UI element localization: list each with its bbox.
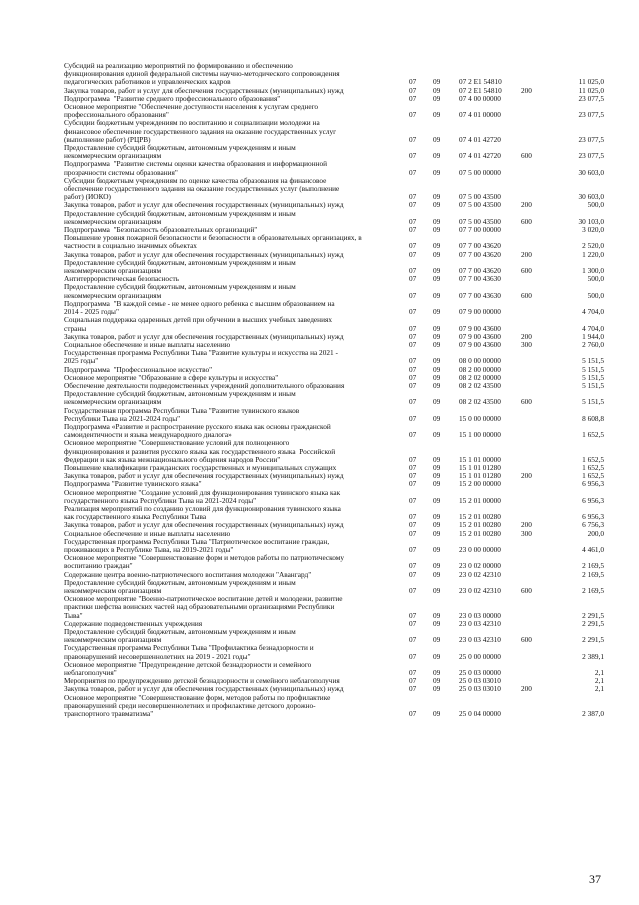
row-amount: 2 387,0 <box>582 709 604 719</box>
row-subsection-code: 09 <box>433 454 441 464</box>
row-amount: 4 704,0 <box>582 307 604 317</box>
row-name: Реализация мероприятий по созданию условий для функционирования тувинского языка как государственного языка Республики Тыва <box>64 503 341 522</box>
row-target-article-code: 08 2 02 00000 <box>459 372 501 382</box>
row-target-article-code: 15 2 01 00280 <box>459 512 501 522</box>
row-name: Подпрограмма "Развитие системы оценки качества образования и информационной прозрачности системы образования" <box>64 159 328 177</box>
row-amount: 1 944,0 <box>582 331 604 341</box>
row-target-article-code: 08 0 00 00000 <box>459 356 501 366</box>
row-name: Закупка товаров, работ и услуг для обеспечения государственных (муниципальных) нужд <box>64 200 344 210</box>
row-section-code: 07 <box>409 77 417 87</box>
row-name: Предоставление субсидий бюджетным, автономным учреждениям и иным некоммерческим организациям <box>64 627 296 645</box>
row-amount: 5 151,5 <box>582 397 604 407</box>
row-subsection-code: 09 <box>433 709 441 719</box>
row-expense-type-code: 200 <box>521 200 532 210</box>
row-amount: 3 020,0 <box>582 225 604 235</box>
row-amount: 4 461,0 <box>582 544 604 554</box>
row-section-code: 07 <box>409 266 417 276</box>
row-name: Основное мероприятие "Совершенствование форм, методов работы по профилактике правонарушений среди несовершеннолетних и профилактике детского дорожно- транспортного травматизма" <box>64 692 331 719</box>
table-row <box>64 538 604 554</box>
row-subsection-code: 09 <box>433 528 441 538</box>
row-amount: 2,1 <box>594 668 604 678</box>
table-row <box>64 283 604 299</box>
row-amount: 2 169,5 <box>582 561 604 571</box>
row-name: Предоставление субсидий бюджетным, автономным учреждениям и иным некоммерческим организациям <box>64 143 296 161</box>
row-section-code: 07 <box>409 676 417 686</box>
row-name: Основное мероприятие "Совершенствование условий для полноценного функционирования и развития русского языка как государственного языка Российской Федерации и как языка межнационального общения народов России" <box>64 438 336 464</box>
row-amount: 1 220,0 <box>582 249 604 259</box>
row-name: Субсидии бюджетным учреждениям по воспитанию и социализации молодежи на финансовое обеспечение государственного задания на оказание государственных услуг (выполнение работ) (РЦРВ) <box>64 118 337 144</box>
row-target-article-code: 15 2 00 00000 <box>459 479 501 489</box>
row-expense-type-code: 600 <box>521 151 532 161</box>
row-target-article-code: 07 7 00 43630 <box>459 290 501 300</box>
row-subsection-code: 09 <box>433 430 441 440</box>
row-amount: 11 025,0 <box>578 85 604 95</box>
row-target-article-code: 07 4 01 42720 <box>459 151 501 161</box>
row-name: Закупка товаров, работ и услуг для обеспечения государственных (муниципальных) нужд <box>64 331 344 341</box>
row-target-article-code: 07 7 00 43620 <box>459 241 501 251</box>
row-section-code: 07 <box>409 430 417 440</box>
row-section-code: 07 <box>409 323 417 333</box>
row-section-code: 07 <box>409 651 417 661</box>
row-amount: 2 520,0 <box>582 241 604 251</box>
row-name: Предоставление субсидий бюджетным, автономным учреждениям и иным некоммерческим организациям <box>64 208 296 226</box>
row-subsection-code: 09 <box>433 544 441 554</box>
row-section-code: 07 <box>409 364 417 374</box>
row-amount: 500,0 <box>587 290 604 300</box>
row-name: Закупка товаров, работ и услуг для обеспечения государственных (муниципальных) нужд <box>64 520 344 530</box>
row-subsection-code: 09 <box>433 651 441 661</box>
row-target-article-code: 08 2 00 00000 <box>459 364 501 374</box>
row-expense-type-code: 600 <box>521 586 532 595</box>
table-row <box>64 144 604 160</box>
row-name: Государственная программа Республики Тыва "Развитие культуры и искусства на 2021 - 2025 годы" <box>64 348 338 366</box>
row-target-article-code: 07 5 00 43500 <box>459 192 501 202</box>
row-name: Основное мероприятие "Совершенствование форм и методов работы по патриотическому воспитанию граждан" <box>64 553 345 571</box>
row-amount: 2 389,1 <box>582 651 604 661</box>
row-subsection-code: 09 <box>433 684 441 694</box>
table-row <box>64 579 604 595</box>
row-section-code: 07 <box>409 192 417 202</box>
row-name: Социальное обеспечение и иные выплаты населению <box>64 339 231 349</box>
row-name: Социальное обеспечение и иные выплаты населению <box>64 528 231 538</box>
row-target-article-code: 15 1 01 01280 <box>459 462 501 472</box>
row-section-code: 07 <box>409 397 417 407</box>
row-subsection-code: 09 <box>433 561 441 571</box>
row-amount: 4 704,0 <box>582 323 604 333</box>
row-name: Предоставление субсидий бюджетным, автономным учреждениям и иным некоммерческим организациям <box>64 389 296 407</box>
row-section-code: 07 <box>409 372 417 382</box>
row-target-article-code: 07 9 00 00000 <box>459 307 501 317</box>
row-section-code: 07 <box>409 528 417 538</box>
row-name: Подпрограмма "Безопасность образовательных организаций" <box>64 225 258 235</box>
row-amount: 1 652,5 <box>582 454 604 464</box>
row-section-code: 07 <box>409 331 417 341</box>
table-row <box>64 595 604 620</box>
row-name: Закупка товаров, работ и услуг для обеспечения государственных (муниципальных) нужд <box>64 85 344 95</box>
table-row <box>64 316 604 332</box>
row-amount: 5 151,5 <box>582 372 604 382</box>
row-name: Предоставление субсидий бюджетным, автономным учреждениям и иным некоммерческим организациям <box>64 282 296 300</box>
row-section-code: 07 <box>409 200 417 210</box>
row-name: Закупка товаров, работ и услуг для обеспечения государственных (муниципальных) нужд <box>64 249 344 259</box>
row-target-article-code: 23 0 02 00000 <box>459 561 501 571</box>
row-subsection-code: 09 <box>433 618 441 628</box>
table-row <box>64 489 604 505</box>
row-target-article-code: 07 9 00 43600 <box>459 339 501 349</box>
row-target-article-code: 15 1 01 00000 <box>459 454 501 464</box>
row-subsection-code: 09 <box>433 413 441 423</box>
row-section-code: 07 <box>409 479 417 489</box>
row-section-code: 07 <box>409 462 417 472</box>
row-section-code: 07 <box>409 339 417 349</box>
row-name: Подпрограмма "В каждой семье - не менее одного ребенка с высшим образованием на 2014 - 2025 годы" <box>64 298 335 317</box>
row-name: Содержание подведомственных учреждения <box>64 618 203 628</box>
row-subsection-code: 09 <box>433 635 441 645</box>
row-subsection-code: 09 <box>433 216 441 226</box>
table-row <box>64 234 604 250</box>
row-target-article-code: 25 0 03 03010 <box>459 684 501 694</box>
row-name: Основное мероприятие "Военно-патриотическое воспитание детей и молодежи, развитие практики шефства воинских частей над образовательными организациями Республики Тыва" <box>64 594 343 620</box>
row-target-article-code: 15 1 01 01280 <box>459 471 501 481</box>
row-subsection-code: 09 <box>433 512 441 522</box>
row-name: Подпрограмма "Развитие тувинского языка" <box>64 479 202 489</box>
row-amount: 30 603,0 <box>578 192 604 202</box>
row-amount: 8 608,8 <box>582 413 604 423</box>
row-subsection-code: 09 <box>433 569 441 579</box>
row-amount: 23 077,5 <box>578 93 604 103</box>
row-target-article-code: 15 1 00 00000 <box>459 430 501 440</box>
row-amount: 23 077,5 <box>578 110 604 120</box>
table-row <box>64 390 604 406</box>
row-expense-type-code: 600 <box>521 635 532 645</box>
table-row <box>64 628 604 644</box>
row-expense-type-code: 600 <box>521 216 532 226</box>
row-expense-type-code: 200 <box>521 85 532 95</box>
row-section-code: 07 <box>409 586 417 595</box>
budget-table <box>64 62 604 718</box>
row-amount: 2 291,5 <box>582 610 604 620</box>
row-section-code: 07 <box>409 454 417 464</box>
row-subsection-code: 09 <box>433 520 441 530</box>
row-subsection-code: 09 <box>433 77 441 87</box>
row-name: Подпрограмма "Развитие среднего профессионального образования" <box>64 93 281 103</box>
table-row <box>64 62 604 87</box>
row-target-article-code: 07 2 E1 54810 <box>459 77 502 87</box>
row-target-article-code: 07 4 01 00000 <box>459 110 501 120</box>
row-target-article-code: 25 0 03 03010 <box>459 676 501 686</box>
row-subsection-code: 09 <box>433 339 441 349</box>
row-amount: 5 151,5 <box>582 364 604 374</box>
row-amount: 5 151,5 <box>582 356 604 366</box>
row-target-article-code: 08 2 02 43500 <box>459 397 501 407</box>
row-name: Основное мероприятие "Создание условий для функционирования тувинского языка как государственного языка Республики Тыва на 2021-2024 годы" <box>64 487 341 505</box>
row-amount: 6 956,3 <box>582 479 604 489</box>
row-target-article-code: 07 7 00 00000 <box>459 225 501 235</box>
row-subsection-code: 09 <box>433 479 441 489</box>
row-amount: 2 169,5 <box>582 569 604 579</box>
row-subsection-code: 09 <box>433 200 441 210</box>
row-name: Антитеррористическая безопасность <box>64 274 180 284</box>
row-section-code: 07 <box>409 356 417 366</box>
row-subsection-code: 09 <box>433 364 441 374</box>
row-section-code: 07 <box>409 610 417 620</box>
row-subsection-code: 09 <box>433 307 441 317</box>
row-section-code: 07 <box>409 544 417 554</box>
row-section-code: 07 <box>409 216 417 226</box>
row-section-code: 07 <box>409 274 417 284</box>
row-name: Закупка товаров, работ и услуг для обеспечения государственных (муниципальных) нужд <box>64 684 344 694</box>
row-name: Основное мероприятие "Предупреждение детской безнадзорности и семейного неблагополучия" <box>64 659 312 678</box>
row-section-code: 07 <box>409 85 417 95</box>
table-row <box>64 300 604 316</box>
row-target-article-code: 25 0 00 00000 <box>459 651 501 661</box>
row-amount: 23 077,5 <box>578 151 604 161</box>
row-amount: 2 169,5 <box>582 586 604 595</box>
table-row <box>64 505 604 521</box>
row-name: Предоставление субсидий бюджетным, автономным учреждениям и иным некоммерческим организациям <box>64 257 296 276</box>
row-name: Государственная программа Республики Тыва "Патриотическое воспитание граждан, проживающих в Республике Тыва, на 2019-2021 годы" <box>64 536 330 554</box>
row-section-code: 07 <box>409 471 417 481</box>
row-section-code: 07 <box>409 307 417 317</box>
row-subsection-code: 09 <box>433 323 441 333</box>
row-amount: 5 151,5 <box>582 380 604 390</box>
row-target-article-code: 23 0 00 00000 <box>459 544 501 554</box>
row-amount: 1 652,5 <box>582 430 604 440</box>
row-target-article-code: 15 0 00 00000 <box>459 413 501 423</box>
table-row <box>64 103 604 119</box>
row-target-article-code: 07 4 01 42720 <box>459 134 501 144</box>
row-subsection-code: 09 <box>433 167 441 177</box>
row-amount: 1 652,5 <box>582 471 604 481</box>
row-target-article-code: 15 2 01 00280 <box>459 528 501 538</box>
row-expense-type-code: 200 <box>521 331 532 341</box>
row-subsection-code: 09 <box>433 85 441 95</box>
table-row <box>64 259 604 275</box>
row-subsection-code: 09 <box>433 586 441 595</box>
row-amount: 2,1 <box>594 676 604 686</box>
row-target-article-code: 07 5 00 43500 <box>459 216 501 226</box>
row-subsection-code: 09 <box>433 241 441 251</box>
row-section-code: 07 <box>409 413 417 423</box>
row-section-code: 07 <box>409 635 417 645</box>
row-target-article-code: 08 2 02 43500 <box>459 380 501 390</box>
row-subsection-code: 09 <box>433 266 441 276</box>
table-row <box>64 554 604 570</box>
row-subsection-code: 09 <box>433 471 441 481</box>
row-expense-type-code: 200 <box>521 520 532 530</box>
row-expense-type-code: 600 <box>521 397 532 407</box>
row-section-code: 07 <box>409 618 417 628</box>
row-target-article-code: 07 4 00 00000 <box>459 93 501 103</box>
row-amount: 2 760,0 <box>582 339 604 349</box>
row-subsection-code: 09 <box>433 134 441 144</box>
table-row <box>64 349 604 365</box>
row-target-article-code: 23 0 02 42310 <box>459 569 501 579</box>
row-expense-type-code: 200 <box>521 471 532 481</box>
row-name: Государственная программа Республики Тыва "Профилактика безнадзорности и правонарушений несовершеннолетних на 2019 - 2021 годы" <box>64 643 314 661</box>
row-section-code: 07 <box>409 495 417 505</box>
row-amount: 30 103,0 <box>578 216 604 226</box>
row-target-article-code: 07 7 00 43620 <box>459 266 501 276</box>
row-section-code: 07 <box>409 167 417 177</box>
row-subsection-code: 09 <box>433 110 441 120</box>
row-subsection-code: 09 <box>433 380 441 390</box>
row-name: Содержание центра военно-патриотического воспитания молодежи "Авангард" <box>64 569 312 579</box>
row-name: Подпрограмма "Профессиональное искусство" <box>64 364 213 374</box>
page-number: 37 <box>589 872 601 886</box>
row-target-article-code: 07 2 E1 54810 <box>459 85 502 95</box>
table-row <box>64 644 604 660</box>
row-expense-type-code: 300 <box>521 528 532 538</box>
table-row <box>64 119 604 144</box>
row-subsection-code: 09 <box>433 676 441 686</box>
row-target-article-code: 23 0 03 42310 <box>459 618 501 628</box>
row-amount: 500,0 <box>587 200 604 210</box>
row-subsection-code: 09 <box>433 356 441 366</box>
row-target-article-code: 25 0 03 00000 <box>459 668 501 678</box>
row-subsection-code: 09 <box>433 151 441 161</box>
row-section-code: 07 <box>409 110 417 120</box>
row-name: Мероприятия по предупреждению детской безнадзорности и семейного неблагополучия <box>64 676 340 686</box>
row-target-article-code: 23 0 03 42310 <box>459 635 501 645</box>
row-target-article-code: 23 0 03 00000 <box>459 610 501 620</box>
row-amount: 2 291,5 <box>582 618 604 628</box>
row-target-article-code: 07 5 00 43500 <box>459 200 501 210</box>
row-name: Повышение уровня пожарной безопасности и безопасности в образовательных организациях, в частности в социально значимых объектах <box>64 233 362 251</box>
table-row <box>64 177 604 202</box>
row-name: Подпрограмма «Развитие и распространение русского языка как основы гражданской самоидентичности и языка международного диалога» <box>64 421 331 440</box>
row-expense-type-code: 600 <box>521 266 532 276</box>
row-section-code: 07 <box>409 709 417 719</box>
table-row <box>64 210 604 226</box>
row-section-code: 07 <box>409 290 417 300</box>
row-expense-type-code: 300 <box>521 339 532 349</box>
row-name: Основное мероприятие "Образование в сфере культуры и искусства" <box>64 372 279 382</box>
row-section-code: 07 <box>409 512 417 522</box>
row-target-article-code: 25 0 04 00000 <box>459 709 501 719</box>
row-section-code: 07 <box>409 151 417 161</box>
row-section-code: 07 <box>409 134 417 144</box>
row-target-article-code: 23 0 02 42310 <box>459 586 501 595</box>
row-amount: 23 077,5 <box>578 134 604 144</box>
row-target-article-code: 07 9 00 43600 <box>459 331 501 341</box>
row-subsection-code: 09 <box>433 610 441 620</box>
row-name: Повышение квалификации гражданских государственных и муниципальных служащих <box>64 462 337 472</box>
row-target-article-code: 07 7 00 43630 <box>459 274 501 284</box>
row-subsection-code: 09 <box>433 290 441 300</box>
row-subsection-code: 09 <box>433 331 441 341</box>
row-amount: 1 652,5 <box>582 462 604 472</box>
row-amount: 6 956,3 <box>582 512 604 522</box>
row-name: Субсидии бюджетным учреждениям по оценке качества образования на финансовое обеспечение государственного задания на оказание государственных услуг (выполнение работ) (ИОКО) <box>64 175 340 202</box>
row-subsection-code: 09 <box>433 225 441 235</box>
row-expense-type-code: 600 <box>521 290 532 300</box>
row-section-code: 07 <box>409 561 417 571</box>
row-section-code: 07 <box>409 569 417 579</box>
row-amount: 500,0 <box>587 274 604 284</box>
row-subsection-code: 09 <box>433 372 441 382</box>
table-row <box>64 407 604 423</box>
row-target-article-code: 07 7 00 43620 <box>459 249 501 259</box>
row-subsection-code: 09 <box>433 274 441 284</box>
row-amount: 6 756,3 <box>582 520 604 530</box>
row-amount: 6 956,3 <box>582 495 604 505</box>
row-name: Закупка товаров, работ и услуг для обеспечения государственных (муниципальных) нужд <box>64 471 344 481</box>
row-name: Государственная программа Республики Тыва "Развитие тувинского языков Республики Тыва на 2021-2024 годы" <box>64 405 300 423</box>
row-target-article-code: 07 9 00 43600 <box>459 323 501 333</box>
row-name: Обеспечение деятельности подведомственных учреждений дополнительного образования <box>64 380 345 390</box>
table-row <box>64 160 604 176</box>
row-section-code: 07 <box>409 93 417 103</box>
row-amount: 2 291,5 <box>582 635 604 645</box>
row-subsection-code: 09 <box>433 397 441 407</box>
row-section-code: 07 <box>409 225 417 235</box>
row-section-code: 07 <box>409 249 417 259</box>
row-target-article-code: 15 2 01 00000 <box>459 495 501 505</box>
row-subsection-code: 09 <box>433 249 441 259</box>
row-name: Предоставление субсидий бюджетным, автономным учреждениям и иным некоммерческим организациям <box>64 577 296 595</box>
row-expense-type-code: 200 <box>521 684 532 694</box>
row-name: Основное мероприятие "Обеспечение доступности населения к услугам среднего профессионального образования" <box>64 102 319 120</box>
row-amount: 11 025,0 <box>578 77 604 87</box>
row-amount: 1 300,0 <box>582 266 604 276</box>
row-section-code: 07 <box>409 380 417 390</box>
row-section-code: 07 <box>409 684 417 694</box>
row-subsection-code: 09 <box>433 462 441 472</box>
row-amount: 200,0 <box>587 528 604 538</box>
row-target-article-code: 15 2 01 00280 <box>459 520 501 530</box>
row-name: Социальная поддержка одаренных детей при обучении в высших учебных заведениях страны <box>64 315 332 333</box>
row-section-code: 07 <box>409 241 417 251</box>
row-amount: 30 603,0 <box>578 167 604 177</box>
row-section-code: 07 <box>409 520 417 530</box>
row-amount: 2,1 <box>594 684 604 694</box>
row-section-code: 07 <box>409 668 417 678</box>
table-row <box>64 661 604 677</box>
table-row <box>64 439 604 464</box>
row-target-article-code: 07 5 00 00000 <box>459 167 501 177</box>
row-subsection-code: 09 <box>433 668 441 678</box>
table-row <box>64 694 604 719</box>
row-subsection-code: 09 <box>433 192 441 202</box>
table-row <box>64 423 604 439</box>
row-subsection-code: 09 <box>433 93 441 103</box>
row-name: Субсидий на реализацию мероприятий по формированию и обеспечению функционирования единой федеральной системы научно-методического сопровождения педагогических работников и управленческих кадров <box>64 61 340 87</box>
row-expense-type-code: 200 <box>521 249 532 259</box>
row-subsection-code: 09 <box>433 495 441 505</box>
